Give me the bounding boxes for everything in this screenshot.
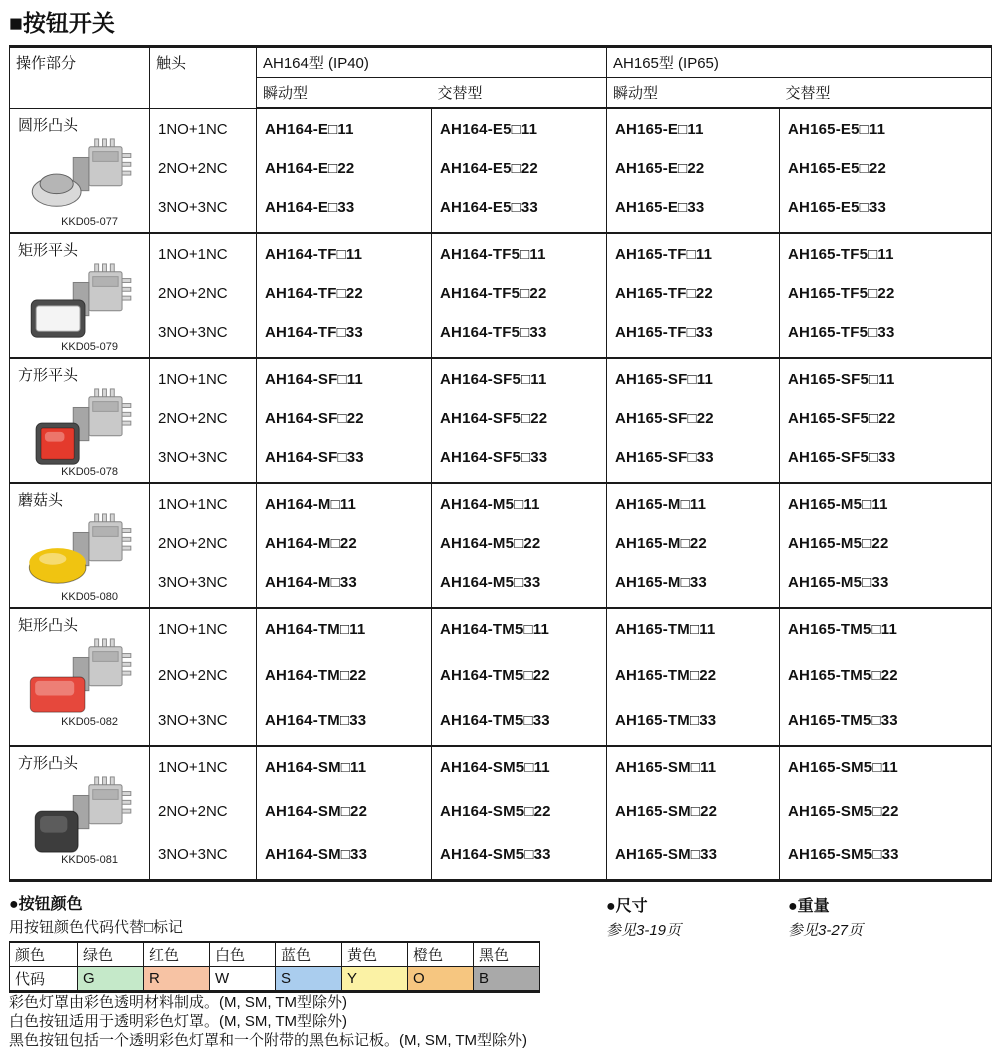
- part-number: AH164-TM5□11: [440, 621, 550, 638]
- code-row-header: 代码: [10, 967, 78, 992]
- contact-label: 1NO+1NC: [158, 621, 228, 638]
- contact-label: 3NO+3NC: [158, 198, 228, 216]
- weight-title: ●重量: [788, 898, 830, 915]
- part-number: AH165-TM□22: [615, 666, 717, 684]
- part-number: AH164-M□11: [265, 496, 357, 513]
- footnote-line: 黑色按钮包括一个透明彩色灯罩和一个附带的黑色标记板。(M, SM, TM型除外): [9, 1032, 528, 1049]
- part-number: AH164-SF5□11: [440, 371, 547, 388]
- contacts-cell: [150, 483, 257, 608]
- part-number-cell-ah165_alternate: [780, 358, 992, 483]
- part-number-cell-ah164_momentary: [257, 358, 432, 483]
- part-number: AH165-M5□22: [788, 535, 889, 552]
- part-number: AH164-M□22: [265, 535, 357, 552]
- contact-label: 3NO+3NC: [158, 712, 228, 729]
- header-contacts: 触头: [150, 47, 257, 109]
- part-number: AH165-E5□22: [788, 160, 886, 177]
- part-number: AH164-SF□11: [265, 371, 363, 388]
- part-number-cell-ah165_alternate: [780, 233, 992, 358]
- button-color-section: [9, 891, 540, 993]
- part-number-cell-ah164_alternate: [432, 233, 607, 358]
- part-number: AH165-SF□11: [615, 371, 713, 388]
- color-name-cell: 黑色: [474, 942, 540, 967]
- operator-part-cell: [10, 358, 150, 483]
- part-number: AH164-M□33: [265, 574, 357, 591]
- color-name-cell: 黄色: [342, 942, 408, 967]
- part-number: AH164-E□33: [265, 199, 355, 216]
- product-name: 圆形凸头: [18, 116, 79, 134]
- contact-label: 3NO+3NC: [158, 449, 228, 466]
- contact-block-graphic: [73, 389, 131, 441]
- header-ah164-alternate: 交替型: [432, 78, 607, 109]
- color-name-cell: 红色: [144, 942, 210, 967]
- contacts-cell: [150, 233, 257, 358]
- header-ah164-momentary: 瞬动型: [257, 78, 432, 109]
- product-photo: [28, 774, 145, 856]
- contact-label: 3NO+3NC: [158, 846, 228, 863]
- contact-label: 3NO+3NC: [158, 574, 228, 591]
- product-row: [10, 358, 992, 483]
- product-photo: [28, 261, 145, 343]
- dimension-title: ●尺寸: [606, 898, 648, 915]
- contacts-cell: [150, 608, 257, 746]
- color-section-subtitle: 用按钮颜色代码代替□标记: [9, 919, 184, 936]
- operator-part-cell: [10, 483, 150, 608]
- operator-part-cell: [10, 746, 150, 881]
- part-number: AH165-M□22: [615, 535, 707, 552]
- contact-label: 2NO+2NC: [158, 666, 228, 684]
- part-number: AH165-TF□33: [615, 324, 713, 341]
- part-number-cell-ah165_momentary: [607, 233, 780, 358]
- header-operator-part: 操作部分: [10, 47, 150, 109]
- part-number: AH164-TM□22: [265, 666, 367, 684]
- header-ah165-group: AH165型 (IP65): [607, 47, 992, 78]
- part-number: AH164-SF5□33: [440, 449, 548, 466]
- part-number: AH164-TF5□11: [440, 246, 546, 263]
- product-table-body: [10, 108, 992, 881]
- part-number-cell-ah164_alternate: [432, 746, 607, 881]
- part-number: AH165-SM5□33: [788, 846, 899, 863]
- operator-part-cell: [10, 233, 150, 358]
- pushbutton-image: [28, 511, 138, 593]
- part-number: AH164-SM□22: [265, 802, 368, 820]
- weight-note: 参见3-27页: [788, 922, 864, 939]
- part-number: AH164-M5□11: [440, 496, 540, 513]
- color-row-header: 颜色: [10, 942, 78, 967]
- part-number: AH165-M□11: [615, 496, 707, 513]
- model-number-table: [9, 45, 992, 882]
- part-number: AH165-TM□33: [615, 712, 717, 729]
- part-number-cell-ah164_momentary: [257, 746, 432, 881]
- product-photo: [28, 136, 145, 218]
- product-photo-caption: KKD05-080: [61, 591, 118, 603]
- product-name: 矩形凸头: [18, 617, 79, 634]
- contact-label: 1NO+1NC: [158, 759, 228, 776]
- color-name-cell: 蓝色: [276, 942, 342, 967]
- part-number: AH164-SF□22: [265, 410, 364, 427]
- part-number: AH164-SM5□22: [440, 802, 551, 820]
- product-row: [10, 608, 992, 746]
- part-number: AH164-TF□11: [265, 246, 363, 263]
- product-row: [10, 746, 992, 881]
- product-photo: [28, 636, 145, 718]
- part-number: AH165-TF5□33: [788, 324, 895, 341]
- product-row: [10, 233, 992, 358]
- part-number-cell-ah165_alternate: [780, 108, 992, 233]
- part-number-cell-ah165_alternate: [780, 746, 992, 881]
- part-number-cell-ah164_alternate: [432, 608, 607, 746]
- contact-label: 2NO+2NC: [158, 802, 228, 820]
- header-ah165-momentary: 瞬动型: [607, 78, 780, 109]
- product-photo-caption: KKD05-078: [61, 466, 118, 478]
- part-number: AH165-E5□33: [788, 199, 886, 216]
- part-number: AH165-TF□22: [615, 285, 713, 302]
- part-number: AH165-M□33: [615, 574, 707, 591]
- pushbutton-image: [28, 261, 138, 343]
- contact-label: 1NO+1NC: [158, 496, 228, 513]
- color-code-cell: B: [474, 967, 540, 992]
- part-number: AH164-E□22: [265, 160, 355, 177]
- contact-block-graphic: [73, 138, 131, 190]
- color-code-table: [9, 941, 540, 993]
- product-photo-caption: KKD05-081: [61, 854, 118, 866]
- contact-label: 2NO+2NC: [158, 285, 228, 302]
- part-number: AH165-SM□22: [615, 802, 718, 820]
- product-photo: [28, 511, 145, 593]
- contacts-cell: [150, 358, 257, 483]
- product-photo: [28, 386, 145, 468]
- part-number: AH164-SM□11: [265, 759, 367, 776]
- part-number: AH164-TF5□33: [440, 324, 547, 341]
- part-number-cell-ah165_momentary: [607, 483, 780, 608]
- part-number: AH165-TM□11: [615, 621, 716, 638]
- part-number: AH164-TF5□22: [440, 285, 547, 302]
- part-number: AH164-TM□33: [265, 712, 367, 729]
- color-name-row: [10, 942, 540, 967]
- part-number: AH165-TF□11: [615, 246, 713, 263]
- part-number: AH165-TF5□22: [788, 285, 895, 302]
- part-number: AH164-E5□33: [440, 199, 538, 216]
- part-number-cell-ah165_alternate: [780, 483, 992, 608]
- color-code-cell: Y: [342, 967, 408, 992]
- part-number: AH165-M5□11: [788, 496, 888, 513]
- part-number: AH164-E5□11: [440, 121, 538, 138]
- color-name-cell: 白色: [210, 942, 276, 967]
- footnotes: [9, 993, 527, 1050]
- color-code-cell: O: [408, 967, 474, 992]
- weight-section: [788, 893, 863, 940]
- contact-label: 2NO+2NC: [158, 159, 228, 177]
- part-number: AH165-E□22: [615, 160, 705, 177]
- part-number: AH164-SM5□33: [440, 846, 551, 863]
- pushbutton-image: [28, 386, 138, 468]
- part-number: AH165-M5□33: [788, 574, 889, 591]
- product-name: 方形平头: [18, 367, 79, 384]
- part-number: AH165-TM5□11: [788, 621, 898, 638]
- table-header: [10, 47, 992, 109]
- part-number: AH164-M5□22: [440, 535, 541, 552]
- pushbutton-image: [28, 636, 138, 718]
- contact-label: 1NO+1NC: [158, 246, 228, 263]
- part-number: AH164-TM5□22: [440, 666, 550, 684]
- contact-label: 1NO+1NC: [158, 120, 228, 138]
- footnote-line: 白色按钮适用于透明彩色灯罩。(M, SM, TM型除外): [9, 1013, 348, 1030]
- part-number: AH165-E□11: [615, 121, 704, 138]
- part-number: AH164-SF□33: [265, 449, 364, 466]
- part-number-cell-ah165_momentary: [607, 608, 780, 746]
- part-number: AH165-TF5□11: [788, 246, 894, 263]
- pushbutton-image: [28, 774, 138, 856]
- color-name-cell: 橙色: [408, 942, 474, 967]
- part-number-cell-ah164_momentary: [257, 483, 432, 608]
- page-title: ■按钮开关: [9, 10, 115, 36]
- color-code-row: [10, 967, 540, 992]
- contact-label: 3NO+3NC: [158, 324, 228, 341]
- contact-label: 2NO+2NC: [158, 535, 228, 552]
- part-number-cell-ah165_momentary: [607, 108, 780, 233]
- part-number-cell-ah164_alternate: [432, 108, 607, 233]
- part-number: AH165-SM5□11: [788, 759, 898, 776]
- part-number-cell-ah164_momentary: [257, 233, 432, 358]
- header-ah164-group: AH164型 (IP40): [257, 47, 607, 78]
- pushbutton-image: [28, 136, 138, 218]
- operator-part-cell: [10, 108, 150, 233]
- part-number-cell-ah165_momentary: [607, 358, 780, 483]
- operator-part-cell: [10, 608, 150, 746]
- part-number: AH164-TM5□33: [440, 712, 550, 729]
- part-number: AH164-TM□11: [265, 621, 366, 638]
- part-number: AH165-TM5□33: [788, 712, 898, 729]
- contacts-cell: [150, 108, 257, 233]
- product-name: 矩形平头: [18, 242, 79, 259]
- part-number: AH165-SF5□22: [788, 410, 896, 427]
- part-number-cell-ah165_alternate: [780, 608, 992, 746]
- part-number: AH165-SF5□33: [788, 449, 896, 466]
- part-number: AH164-SF5□22: [440, 410, 548, 427]
- part-number: AH165-SM□11: [615, 759, 717, 776]
- product-name: 方形凸头: [18, 755, 79, 772]
- color-code-cell: G: [78, 967, 144, 992]
- product-row: [10, 108, 992, 233]
- part-number: AH165-SF5□11: [788, 371, 895, 388]
- product-photo-caption: KKD05-077: [61, 215, 118, 228]
- part-number: AH164-SM□33: [265, 846, 368, 863]
- contacts-cell: [150, 746, 257, 881]
- footnote-line: 彩色灯罩由彩色透明材料制成。(M, SM, TM型除外): [9, 994, 348, 1011]
- header-ah165-alternate: 交替型: [780, 78, 992, 109]
- part-number: AH164-SM5□11: [440, 759, 550, 776]
- contact-block-graphic: [73, 777, 131, 829]
- contact-label: 1NO+1NC: [158, 371, 228, 388]
- part-number: AH165-SM□33: [615, 846, 718, 863]
- color-name-cell: 绿色: [78, 942, 144, 967]
- color-code-cell: S: [276, 967, 342, 992]
- dimension-section: [606, 893, 681, 940]
- part-number-cell-ah164_momentary: [257, 608, 432, 746]
- product-row: [10, 483, 992, 608]
- part-number: AH164-E5□22: [440, 160, 538, 177]
- part-number: AH164-TF□33: [265, 324, 363, 341]
- part-number-cell-ah164_alternate: [432, 358, 607, 483]
- color-section-title: ●按钮颜色: [9, 896, 83, 913]
- contact-label: 2NO+2NC: [158, 410, 228, 427]
- bottom-section: [9, 891, 991, 1049]
- color-code-cell: W: [210, 967, 276, 992]
- dimension-note: 参见3-19页: [606, 922, 682, 939]
- product-photo-caption: KKD05-082: [61, 716, 118, 728]
- part-number: AH164-TF□22: [265, 285, 363, 302]
- product-photo-caption: KKD05-079: [61, 341, 118, 353]
- product-name: 蘑菇头: [18, 492, 64, 509]
- part-number-cell-ah164_alternate: [432, 483, 607, 608]
- part-number: AH165-SM5□22: [788, 802, 899, 820]
- part-number: AH165-E5□11: [788, 121, 886, 138]
- part-number-cell-ah164_momentary: [257, 108, 432, 233]
- part-number: AH165-SF□33: [615, 449, 714, 466]
- part-number: AH164-M5□33: [440, 574, 541, 591]
- color-code-cell: R: [144, 967, 210, 992]
- part-number: AH164-E□11: [265, 121, 354, 138]
- part-number-cell-ah165_momentary: [607, 746, 780, 881]
- part-number: AH165-TM5□22: [788, 666, 898, 684]
- part-number: AH165-SF□22: [615, 410, 714, 427]
- part-number: AH165-E□33: [615, 199, 705, 216]
